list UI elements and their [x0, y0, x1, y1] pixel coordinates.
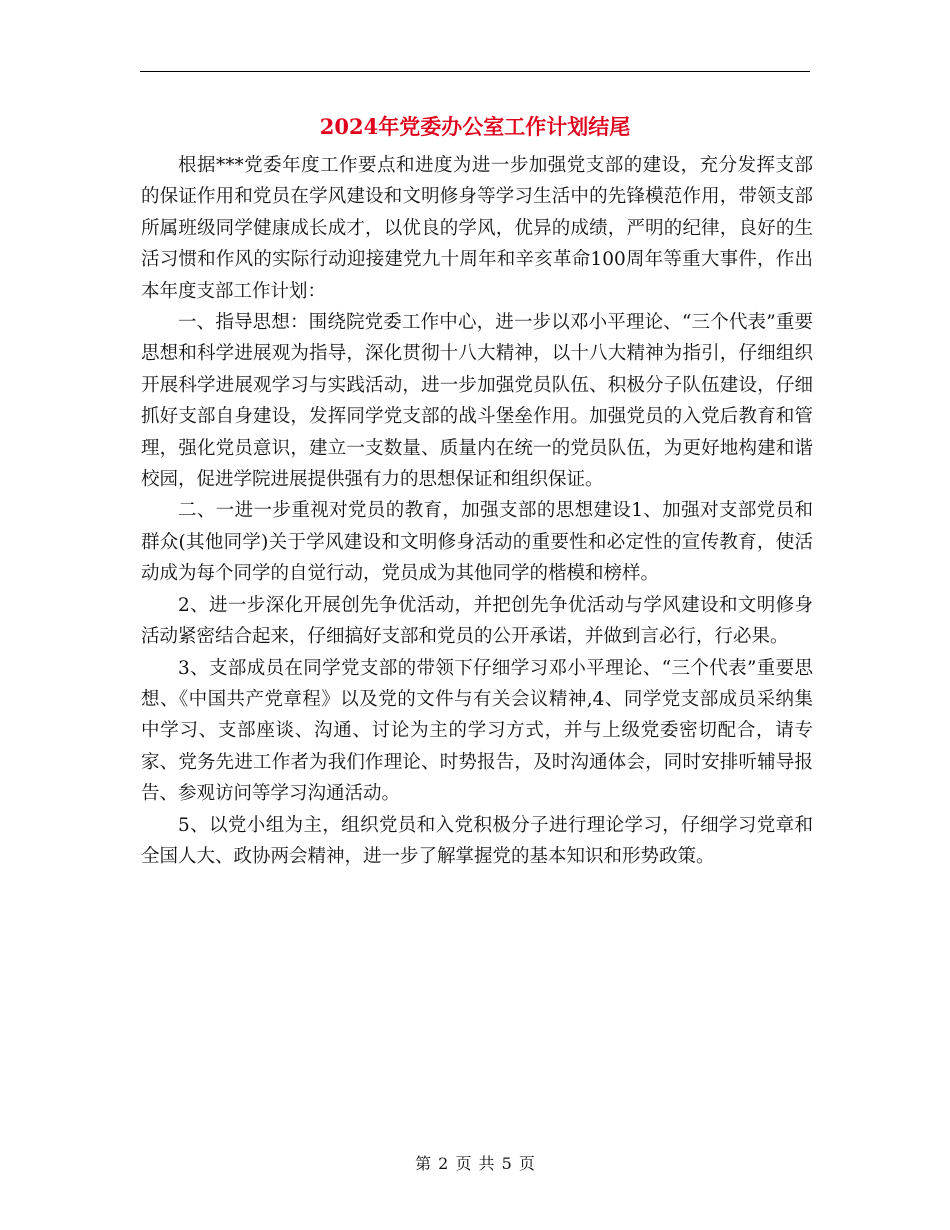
- paragraph-section-two: 二、一进一步重视对党员的教育，加强支部的思想建设1、加强对支部党员和群众(其他同学)关于学风建设和文明修身活动的重要性和必定性的宣传教育，使活动成为每个同学的自觉行动，党员成为其他同学的楷模和榜样。: [141, 500, 813, 585]
- paragraph-item-3-4: 3、支部成员在同学党支部的带领下仔细学习邓小平理论、“三个代表”重要思想、《中国共产党章程》以及党的文件与有关会议精神,4、同学党支部成员采纳集中学习、支部座谈、沟通、讨论为主的学习方式，并与上级党委密切配合，请专家、党务先进工作者为我们作理论、时势报告，及时沟通体会，同时安排听辅导报告、参观访问等学习沟通活动。: [141, 657, 813, 805]
- paragraph-item-5: 5、以党小组为主，组织党员和入党积极分子进行理论学习，仔细学习党章和全国人大、政协两会精神，进一步了解掌握党的基本知识和形势政策。: [141, 814, 813, 867]
- paragraph-item-2: 2、进一步深化开展创先争优活动，并把创先争优活动与学风建设和文明修身活动紧密结合起来，仔细搞好支部和党员的公开承诺，并做到言必行，行必果。: [141, 594, 813, 648]
- header-rule: [140, 71, 810, 72]
- document-body: [141, 150, 813, 872]
- page-number-footer: 第 2 页 共 5 页: [415, 1154, 535, 1173]
- document-title: 2024年党委办公室工作计划结尾: [319, 114, 631, 139]
- paragraph-intro: 根据***党委年度工作要点和进度为进一步加强党支部的建设，充分发挥支部的保证作用和党员在学风建设和文明修身等学习生活中的先锋模范作用，带领支部所属班级同学健康成长成才，以优良的学风，优异的成绩，严明的纪律，良好的生活习惯和作风的实际行动迎接建党九十周年和辛亥革命100周年等重大事件，作出本年度支部工作计划：: [141, 155, 813, 302]
- paragraph-guiding-thought: 一、指导思想：围绕院党委工作中心，进一步以邓小平理论、“三个代表”重要思想和科学进展观为指导，深化贯彻十八大精神，以十八大精神为指引，仔细组织开展科学进展观学习与实践活动，进一步加强党员队伍、积极分子队伍建设，仔细抓好支部自身建设，发挥同学党支部的战斗堡垒作用。加强党员的入党后教育和管理，强化党员意识，建立一支数量、质量内在统一的党员队伍，为更好地构建和谐校园，促进学院进展提供强有力的思想保证和组织保证。: [141, 312, 813, 491]
